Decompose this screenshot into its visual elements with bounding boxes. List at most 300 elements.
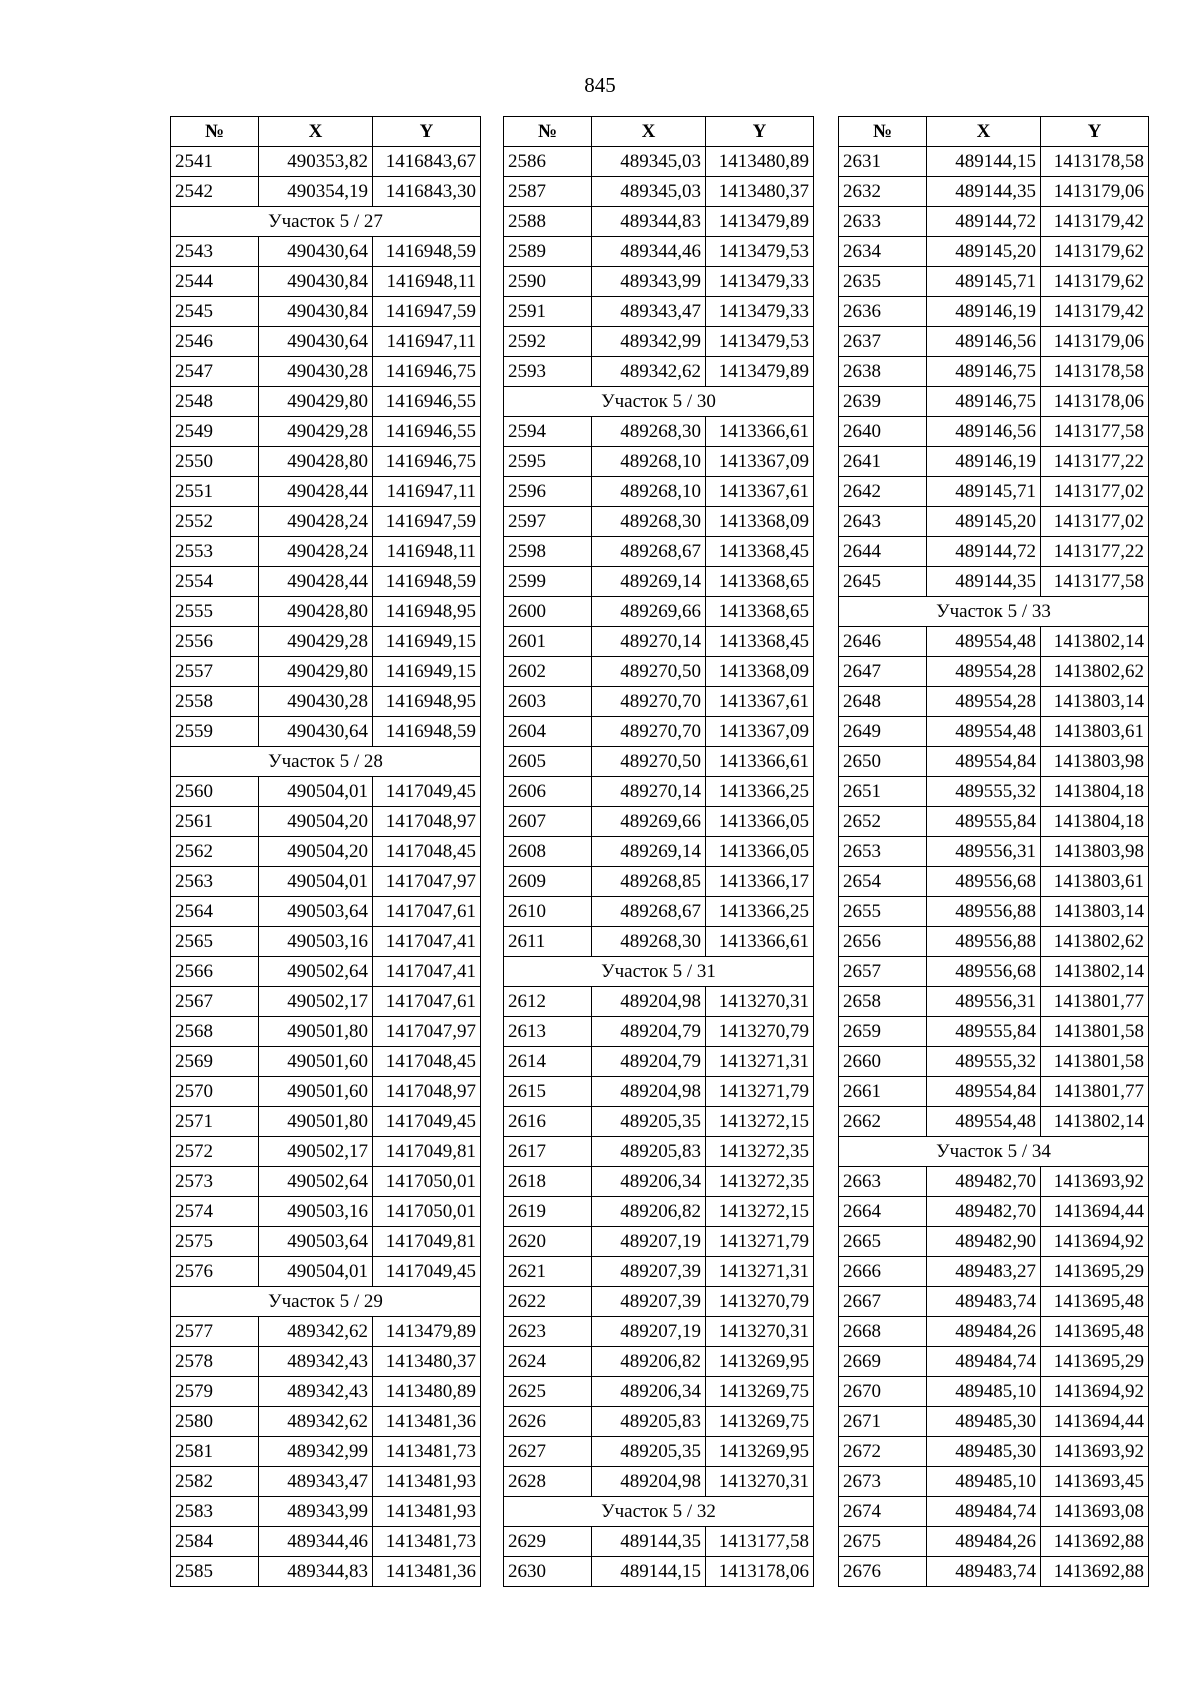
- x-coordinate-cell: 489270,70: [592, 717, 706, 747]
- y-coordinate-cell: 1413693,45: [1041, 1467, 1149, 1497]
- x-coordinate-cell: 489268,10: [592, 477, 706, 507]
- point-number-cell: 2568: [171, 1017, 259, 1047]
- y-coordinate-cell: 1413479,89: [706, 207, 814, 237]
- x-coordinate-cell: 489344,83: [259, 1557, 373, 1587]
- table-row: [504, 327, 814, 357]
- point-number-cell: 2598: [504, 537, 592, 567]
- x-coordinate-cell: 489205,83: [592, 1137, 706, 1167]
- point-number-cell: 2588: [504, 207, 592, 237]
- table-row: [839, 927, 1149, 957]
- y-coordinate-cell: 1413177,22: [1041, 537, 1149, 567]
- y-coordinate-cell: 1413270,31: [706, 1317, 814, 1347]
- point-number-cell: 2627: [504, 1437, 592, 1467]
- x-coordinate-cell: 489343,47: [259, 1467, 373, 1497]
- table-row: [839, 387, 1149, 417]
- y-coordinate-cell: 1416948,95: [373, 597, 481, 627]
- point-number-cell: 2566: [171, 957, 259, 987]
- table-row: [171, 777, 481, 807]
- point-number-cell: 2651: [839, 777, 927, 807]
- column-header-no: №: [839, 117, 927, 147]
- x-coordinate-cell: 489344,46: [259, 1527, 373, 1557]
- x-coordinate-cell: 489343,99: [259, 1497, 373, 1527]
- point-number-cell: 2624: [504, 1347, 592, 1377]
- x-coordinate-cell: 489146,75: [927, 387, 1041, 417]
- y-coordinate-cell: 1413803,61: [1041, 867, 1149, 897]
- x-coordinate-cell: 490354,19: [259, 177, 373, 207]
- point-number-cell: 2563: [171, 867, 259, 897]
- table-row: [839, 447, 1149, 477]
- point-number-cell: 2562: [171, 837, 259, 867]
- table-row: [171, 327, 481, 357]
- x-coordinate-cell: 489144,72: [927, 537, 1041, 567]
- point-number-cell: 2653: [839, 837, 927, 867]
- table-row: [171, 1137, 481, 1167]
- point-number-cell: 2638: [839, 357, 927, 387]
- section-title: Участок 5 / 27: [171, 207, 481, 237]
- table-row: [171, 1047, 481, 1077]
- y-coordinate-cell: 1413802,14: [1041, 627, 1149, 657]
- y-coordinate-cell: 1413177,58: [706, 1527, 814, 1557]
- table-row: [171, 567, 481, 597]
- table-row: [171, 867, 481, 897]
- x-coordinate-cell: 489207,19: [592, 1227, 706, 1257]
- point-number-cell: 2550: [171, 447, 259, 477]
- y-coordinate-cell: 1417048,97: [373, 807, 481, 837]
- table-row: [171, 357, 481, 387]
- section-row: [839, 597, 1149, 627]
- point-number-cell: 2634: [839, 237, 927, 267]
- x-coordinate-cell: 490503,64: [259, 897, 373, 927]
- x-coordinate-cell: 490430,84: [259, 297, 373, 327]
- table-row: [171, 657, 481, 687]
- column-header-y: Y: [373, 117, 481, 147]
- point-number-cell: 2595: [504, 447, 592, 477]
- table-row: [171, 1377, 481, 1407]
- table-row: [171, 1467, 481, 1497]
- table-row: [504, 1047, 814, 1077]
- x-coordinate-cell: 489556,68: [927, 957, 1041, 987]
- point-number-cell: 2626: [504, 1407, 592, 1437]
- table-row: [839, 1347, 1149, 1377]
- point-number-cell: 2662: [839, 1107, 927, 1137]
- point-number-cell: 2672: [839, 1437, 927, 1467]
- y-coordinate-cell: 1413802,62: [1041, 927, 1149, 957]
- point-number-cell: 2569: [171, 1047, 259, 1077]
- point-number-cell: 2548: [171, 387, 259, 417]
- x-coordinate-cell: 489485,10: [927, 1467, 1041, 1497]
- x-coordinate-cell: 489144,72: [927, 207, 1041, 237]
- table-row: [839, 867, 1149, 897]
- point-number-cell: 2633: [839, 207, 927, 237]
- x-coordinate-cell: 489269,14: [592, 837, 706, 867]
- point-number-cell: 2572: [171, 1137, 259, 1167]
- table-row: [504, 1017, 814, 1047]
- x-coordinate-cell: 489270,14: [592, 627, 706, 657]
- table-row: [504, 867, 814, 897]
- y-coordinate-cell: 1413269,75: [706, 1407, 814, 1437]
- point-number-cell: 2571: [171, 1107, 259, 1137]
- point-number-cell: 2664: [839, 1197, 927, 1227]
- point-number-cell: 2610: [504, 897, 592, 927]
- point-number-cell: 2586: [504, 147, 592, 177]
- point-number-cell: 2577: [171, 1317, 259, 1347]
- x-coordinate-cell: 489146,19: [927, 297, 1041, 327]
- y-coordinate-cell: 1413479,89: [706, 357, 814, 387]
- point-number-cell: 2647: [839, 657, 927, 687]
- y-coordinate-cell: 1413179,62: [1041, 237, 1149, 267]
- y-coordinate-cell: 1413178,58: [1041, 357, 1149, 387]
- x-coordinate-cell: 489484,74: [927, 1347, 1041, 1377]
- x-coordinate-cell: 489207,39: [592, 1287, 706, 1317]
- table-row: [839, 837, 1149, 867]
- point-number-cell: 2619: [504, 1197, 592, 1227]
- point-number-cell: 2541: [171, 147, 259, 177]
- point-number-cell: 2558: [171, 687, 259, 717]
- y-coordinate-cell: 1417047,61: [373, 987, 481, 1017]
- x-coordinate-cell: 489145,20: [927, 237, 1041, 267]
- point-number-cell: 2674: [839, 1497, 927, 1527]
- table-row: [504, 1137, 814, 1167]
- y-coordinate-cell: 1413178,06: [1041, 387, 1149, 417]
- table-row: [504, 237, 814, 267]
- y-coordinate-cell: 1413692,88: [1041, 1527, 1149, 1557]
- x-coordinate-cell: 490503,16: [259, 1197, 373, 1227]
- table-row: [839, 1047, 1149, 1077]
- section-row: [504, 1497, 814, 1527]
- table-row: [839, 1557, 1149, 1587]
- point-number-cell: 2546: [171, 327, 259, 357]
- x-coordinate-cell: 490501,60: [259, 1077, 373, 1107]
- y-coordinate-cell: 1416843,67: [373, 147, 481, 177]
- x-coordinate-cell: 490429,28: [259, 417, 373, 447]
- point-number-cell: 2616: [504, 1107, 592, 1137]
- point-number-cell: 2654: [839, 867, 927, 897]
- point-number-cell: 2557: [171, 657, 259, 687]
- point-number-cell: 2543: [171, 237, 259, 267]
- y-coordinate-cell: 1413269,95: [706, 1437, 814, 1467]
- point-number-cell: 2600: [504, 597, 592, 627]
- x-coordinate-cell: 489206,82: [592, 1347, 706, 1377]
- point-number-cell: 2656: [839, 927, 927, 957]
- table-row: [839, 987, 1149, 1017]
- x-coordinate-cell: 489555,32: [927, 777, 1041, 807]
- table-row: [839, 177, 1149, 207]
- y-coordinate-cell: 1413803,98: [1041, 837, 1149, 867]
- table-row: [839, 747, 1149, 777]
- x-coordinate-cell: 490429,80: [259, 657, 373, 687]
- point-number-cell: 2637: [839, 327, 927, 357]
- x-coordinate-cell: 489269,14: [592, 567, 706, 597]
- x-coordinate-cell: 489269,66: [592, 807, 706, 837]
- y-coordinate-cell: 1413695,48: [1041, 1287, 1149, 1317]
- point-number-cell: 2621: [504, 1257, 592, 1287]
- table-row: [504, 297, 814, 327]
- point-number-cell: 2555: [171, 597, 259, 627]
- x-coordinate-cell: 490429,28: [259, 627, 373, 657]
- point-number-cell: 2605: [504, 747, 592, 777]
- table-row: [504, 1107, 814, 1137]
- y-coordinate-cell: 1416946,55: [373, 387, 481, 417]
- table-row: [171, 717, 481, 747]
- point-number-cell: 2565: [171, 927, 259, 957]
- point-number-cell: 2601: [504, 627, 592, 657]
- y-coordinate-cell: 1413366,61: [706, 747, 814, 777]
- x-coordinate-cell: 489554,84: [927, 1077, 1041, 1107]
- table-row: [504, 687, 814, 717]
- table-row: [839, 717, 1149, 747]
- table-row: [171, 147, 481, 177]
- table-row: [171, 1197, 481, 1227]
- table-row: [839, 237, 1149, 267]
- y-coordinate-cell: 1413804,18: [1041, 807, 1149, 837]
- table-row: [504, 1077, 814, 1107]
- table-row: [171, 1557, 481, 1587]
- table-row: [504, 1287, 814, 1317]
- y-coordinate-cell: 1413272,35: [706, 1167, 814, 1197]
- table-row: [504, 207, 814, 237]
- x-coordinate-cell: 490430,28: [259, 357, 373, 387]
- table-row: [171, 1407, 481, 1437]
- y-coordinate-cell: 1413693,92: [1041, 1437, 1149, 1467]
- point-number-cell: 2585: [171, 1557, 259, 1587]
- point-number-cell: 2581: [171, 1437, 259, 1467]
- x-coordinate-cell: 489204,98: [592, 987, 706, 1017]
- point-number-cell: 2580: [171, 1407, 259, 1437]
- table-row: [171, 1527, 481, 1557]
- table-row: [504, 627, 814, 657]
- x-coordinate-cell: 489268,67: [592, 897, 706, 927]
- y-coordinate-cell: 1413272,15: [706, 1107, 814, 1137]
- table-row: [839, 1377, 1149, 1407]
- y-coordinate-cell: 1416948,11: [373, 267, 481, 297]
- table-row: [504, 357, 814, 387]
- table-row: [504, 807, 814, 837]
- x-coordinate-cell: 489205,35: [592, 1437, 706, 1467]
- y-coordinate-cell: 1413481,36: [373, 1407, 481, 1437]
- x-coordinate-cell: 490504,01: [259, 777, 373, 807]
- table-row: [839, 567, 1149, 597]
- point-number-cell: 2639: [839, 387, 927, 417]
- x-coordinate-cell: 490502,17: [259, 1137, 373, 1167]
- point-number-cell: 2583: [171, 1497, 259, 1527]
- table-row: [171, 987, 481, 1017]
- point-number-cell: 2657: [839, 957, 927, 987]
- table-row: [171, 1317, 481, 1347]
- y-coordinate-cell: 1416948,59: [373, 717, 481, 747]
- point-number-cell: 2584: [171, 1527, 259, 1557]
- y-coordinate-cell: 1416947,59: [373, 507, 481, 537]
- x-coordinate-cell: 489483,27: [927, 1257, 1041, 1287]
- table-row: [171, 417, 481, 447]
- table-row: [504, 837, 814, 867]
- table-row: [504, 987, 814, 1017]
- table-row: [171, 177, 481, 207]
- y-coordinate-cell: 1413366,61: [706, 417, 814, 447]
- x-coordinate-cell: 489207,19: [592, 1317, 706, 1347]
- table-row: [504, 1347, 814, 1377]
- y-coordinate-cell: 1413803,61: [1041, 717, 1149, 747]
- table-row: [504, 597, 814, 627]
- point-number-cell: 2574: [171, 1197, 259, 1227]
- point-number-cell: 2649: [839, 717, 927, 747]
- x-coordinate-cell: 489342,62: [592, 357, 706, 387]
- x-coordinate-cell: 489555,32: [927, 1047, 1041, 1077]
- x-coordinate-cell: 489483,74: [927, 1557, 1041, 1587]
- y-coordinate-cell: 1413694,44: [1041, 1407, 1149, 1437]
- point-number-cell: 2652: [839, 807, 927, 837]
- table-row: [171, 507, 481, 537]
- y-coordinate-cell: 1413694,44: [1041, 1197, 1149, 1227]
- x-coordinate-cell: 489204,79: [592, 1047, 706, 1077]
- table-row: [839, 957, 1149, 987]
- x-coordinate-cell: 489144,35: [927, 567, 1041, 597]
- x-coordinate-cell: 489554,28: [927, 657, 1041, 687]
- x-coordinate-cell: 489206,34: [592, 1377, 706, 1407]
- point-number-cell: 2551: [171, 477, 259, 507]
- table-row: [504, 927, 814, 957]
- x-coordinate-cell: 489342,99: [259, 1437, 373, 1467]
- y-coordinate-cell: 1413801,58: [1041, 1017, 1149, 1047]
- table-row: [171, 447, 481, 477]
- table-row: [504, 1467, 814, 1497]
- point-number-cell: 2542: [171, 177, 259, 207]
- y-coordinate-cell: 1413179,42: [1041, 207, 1149, 237]
- table-row: [171, 297, 481, 327]
- point-number-cell: 2660: [839, 1047, 927, 1077]
- table-row: [839, 897, 1149, 927]
- point-number-cell: 2655: [839, 897, 927, 927]
- y-coordinate-cell: 1416946,75: [373, 357, 481, 387]
- x-coordinate-cell: 489343,47: [592, 297, 706, 327]
- column-header-no: №: [504, 117, 592, 147]
- x-coordinate-cell: 489342,43: [259, 1377, 373, 1407]
- y-coordinate-cell: 1413271,31: [706, 1257, 814, 1287]
- table-row: [171, 387, 481, 417]
- x-coordinate-cell: 489204,98: [592, 1467, 706, 1497]
- table-row: [839, 357, 1149, 387]
- y-coordinate-cell: 1417047,41: [373, 957, 481, 987]
- y-coordinate-cell: 1417049,45: [373, 777, 481, 807]
- point-number-cell: 2561: [171, 807, 259, 837]
- x-coordinate-cell: 490430,28: [259, 687, 373, 717]
- section-row: [171, 207, 481, 237]
- x-coordinate-cell: 490428,24: [259, 537, 373, 567]
- point-number-cell: 2641: [839, 447, 927, 477]
- x-coordinate-cell: 489145,71: [927, 267, 1041, 297]
- x-coordinate-cell: 490429,80: [259, 387, 373, 417]
- table-row: [171, 1347, 481, 1377]
- x-coordinate-cell: 489485,10: [927, 1377, 1041, 1407]
- x-coordinate-cell: 489268,10: [592, 447, 706, 477]
- y-coordinate-cell: 1413177,22: [1041, 447, 1149, 477]
- y-coordinate-cell: 1413480,89: [373, 1377, 481, 1407]
- y-coordinate-cell: 1416947,11: [373, 327, 481, 357]
- table-row: [839, 1167, 1149, 1197]
- y-coordinate-cell: 1413368,45: [706, 627, 814, 657]
- y-coordinate-cell: 1413178,58: [1041, 147, 1149, 177]
- x-coordinate-cell: 490504,01: [259, 1257, 373, 1287]
- y-coordinate-cell: 1413271,79: [706, 1077, 814, 1107]
- table-row: [171, 1077, 481, 1107]
- table-row: [504, 1557, 814, 1587]
- y-coordinate-cell: 1413271,79: [706, 1227, 814, 1257]
- table-row: [839, 507, 1149, 537]
- coordinates-table-3: [838, 116, 1149, 1587]
- table-row: [171, 807, 481, 837]
- section-title: Участок 5 / 33: [839, 597, 1149, 627]
- y-coordinate-cell: 1416947,59: [373, 297, 481, 327]
- x-coordinate-cell: 489144,15: [927, 147, 1041, 177]
- point-number-cell: 2613: [504, 1017, 592, 1047]
- point-number-cell: 2646: [839, 627, 927, 657]
- y-coordinate-cell: 1413366,25: [706, 897, 814, 927]
- point-number-cell: 2636: [839, 297, 927, 327]
- point-number-cell: 2553: [171, 537, 259, 567]
- section-title: Участок 5 / 30: [504, 387, 814, 417]
- y-coordinate-cell: 1413177,02: [1041, 507, 1149, 537]
- y-coordinate-cell: 1417049,45: [373, 1107, 481, 1137]
- section-title: Участок 5 / 34: [839, 1137, 1149, 1167]
- y-coordinate-cell: 1413695,29: [1041, 1257, 1149, 1287]
- x-coordinate-cell: 489146,56: [927, 417, 1041, 447]
- y-coordinate-cell: 1413272,35: [706, 1137, 814, 1167]
- point-number-cell: 2594: [504, 417, 592, 447]
- x-coordinate-cell: 489484,74: [927, 1497, 1041, 1527]
- point-number-cell: 2575: [171, 1227, 259, 1257]
- x-coordinate-cell: 489206,82: [592, 1197, 706, 1227]
- table-row: [839, 1287, 1149, 1317]
- y-coordinate-cell: 1413692,88: [1041, 1557, 1149, 1587]
- y-coordinate-cell: 1413366,17: [706, 867, 814, 897]
- x-coordinate-cell: 489270,14: [592, 777, 706, 807]
- table-row: [504, 717, 814, 747]
- point-number-cell: 2611: [504, 927, 592, 957]
- table-row: [504, 177, 814, 207]
- point-number-cell: 2596: [504, 477, 592, 507]
- x-coordinate-cell: 489554,84: [927, 747, 1041, 777]
- y-coordinate-cell: 1413693,92: [1041, 1167, 1149, 1197]
- x-coordinate-cell: 489268,30: [592, 417, 706, 447]
- point-number-cell: 2670: [839, 1377, 927, 1407]
- table-row: [171, 1497, 481, 1527]
- y-coordinate-cell: 1417048,45: [373, 837, 481, 867]
- point-number-cell: 2673: [839, 1467, 927, 1497]
- x-coordinate-cell: 490428,80: [259, 447, 373, 477]
- y-coordinate-cell: 1413802,62: [1041, 657, 1149, 687]
- point-number-cell: 2573: [171, 1167, 259, 1197]
- table-row: [504, 1317, 814, 1347]
- table-row: [171, 477, 481, 507]
- point-number-cell: 2582: [171, 1467, 259, 1497]
- section-row: [839, 1137, 1149, 1167]
- point-number-cell: 2617: [504, 1137, 592, 1167]
- x-coordinate-cell: 490501,80: [259, 1107, 373, 1137]
- table-header-row: [504, 117, 814, 147]
- y-coordinate-cell: 1417047,61: [373, 897, 481, 927]
- point-number-cell: 2663: [839, 1167, 927, 1197]
- y-coordinate-cell: 1416947,11: [373, 477, 481, 507]
- y-coordinate-cell: 1413803,14: [1041, 687, 1149, 717]
- point-number-cell: 2554: [171, 567, 259, 597]
- y-coordinate-cell: 1413480,37: [706, 177, 814, 207]
- y-coordinate-cell: 1413368,65: [706, 597, 814, 627]
- point-number-cell: 2667: [839, 1287, 927, 1317]
- table-row: [504, 1437, 814, 1467]
- x-coordinate-cell: 489342,99: [592, 327, 706, 357]
- table-row: [839, 327, 1149, 357]
- table-row: [171, 897, 481, 927]
- y-coordinate-cell: 1416948,59: [373, 237, 481, 267]
